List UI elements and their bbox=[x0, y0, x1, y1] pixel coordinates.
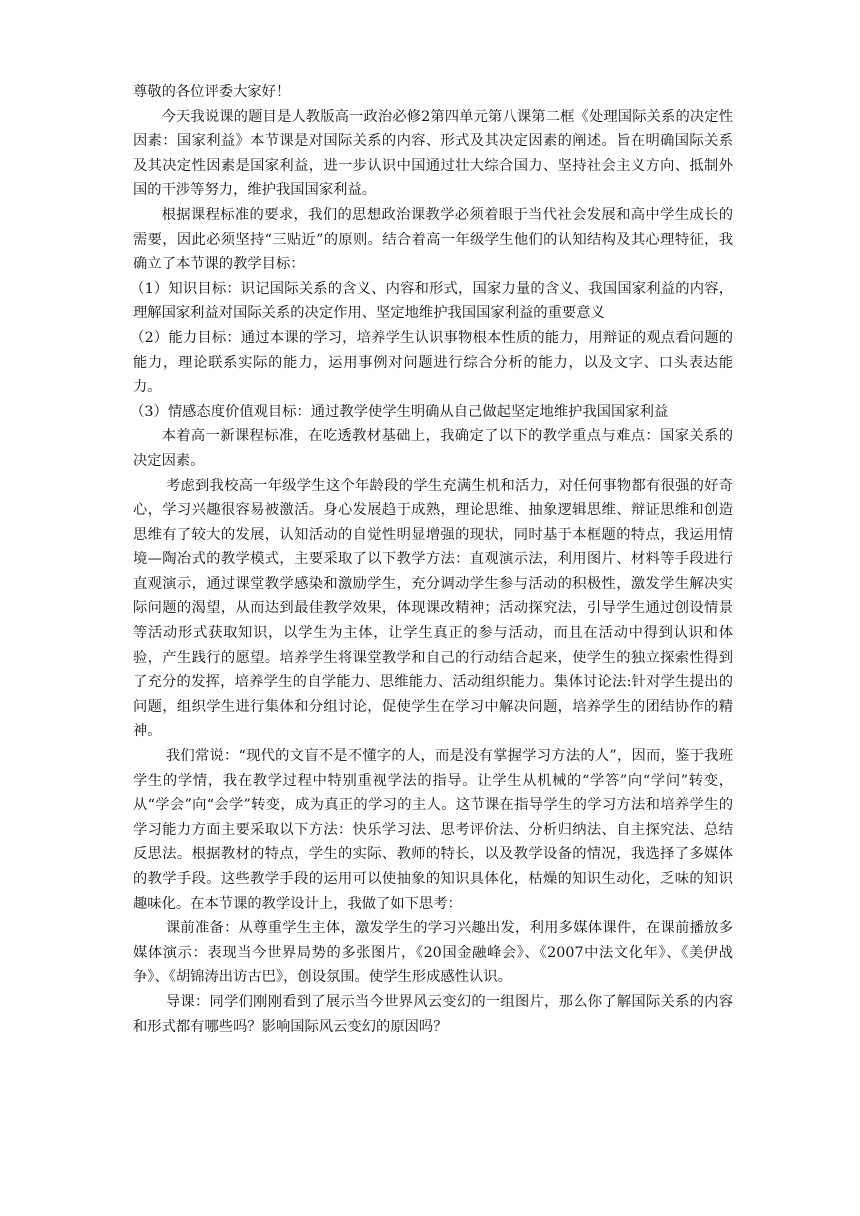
emotion-goal: （3）情感态度价值观目标：通过教学使学生明确从自己做起坚定地维护我国国家利益 bbox=[130, 403, 669, 420]
learning-methods-paragraph: 我们常说：“现代的文盲不是不懂字的人，而是没有掌握学习方法的人”，因而，鉴于我班学生的学情，我在教学过程中特别重视学法的指导。让学生从机械的“学答”向“学问”转变，从“学会”向“会学”转变，成为真正的学习的主人。这节课在指导学生的学习方法和培养学生的学习能力方面主要采取以下方法：快乐学习法、思考评价法、分析归纳法、自主探究法、总结反思法。根据教材的特点，学生的实际、教师的特长，以及教学设备的情况，我选择了多媒体的教学手段。这些教学手段的运用可以使抽象的知识具体化，枯燥的知识生动化，乏味的知识趣味化。在本节课的教学设计上，我做了如下思考： bbox=[133, 748, 733, 912]
ability-goal: （2）能力目标：通过本课的学习，培养学生认识事物根本性质的能力，用辩证的观点看问题的能力，理论联系实际的能力，运用事例对问题进行综合分析的能力，以及文字、口头表达能力。 bbox=[130, 329, 733, 396]
preparation-paragraph: 课前准备：从尊重学生主体，激发学生的学习兴趣出发，利用多媒体课件，在课前播放多媒体演示：表现当今世界局势的多张图片，《20国金融峰会》、《2007中法文化年》、《美伊战争》、《胡锦涛出访古巴》，创设氛围。使学生形成感性认识。 bbox=[133, 920, 733, 986]
intro-paragraph: 今天我说课的题目是人教版高一政治必修2第四单元第八课第二框《处理国际关系的决定性因素：国家利益》本节课是对国际关系的内容、形式及其决定因素的阐述。旨在明确国际关系及其决定性因素是国家利益，进一步认识中国通过壮大综合国力、坚持社会主义方向、抵制外国的干涉等努力，维护我国国家利益。 bbox=[133, 108, 733, 199]
key-points-paragraph: 本着高一新课程标准，在吃透教材基础上，我确定了以下的教学重点与难点：国家关系的决定因素。 bbox=[133, 428, 733, 469]
lead-in-paragraph: 导课：同学们刚刚看到了展示当今世界风云变幻的一组图片，那么你了解国际关系的内容和形式都有哪些吗？影响国际风云变幻的原因吗？ bbox=[133, 993, 733, 1035]
greeting: 尊敬的各位评委大家好！ bbox=[133, 84, 291, 100]
curriculum-paragraph: 根据课程标准的要求，我们的思想政治课教学必须着眼于当代社会发展和高中学生成长的需要，因此必须坚持“三贴近”的原则。结合着高一年级学生他们的认知结构及其心理特征，我确立了本节课的教学目标： bbox=[133, 206, 733, 273]
knowledge-goal: （1）知识目标：识记国际关系的含义、内容和形式，国家力量的含义、我国国家利益的内容，理解国家利益对国际关系的决定作用、坚定地维护我国国家利益的重要意义 bbox=[130, 280, 733, 322]
document-page bbox=[130, 80, 733, 1039]
teaching-methods-paragraph: 考虑到我校高一年级学生这个年龄段的学生充满生机和活力，对任何事物都有很强的好奇心，学习兴趣很容易被激活。身心发展趋于成熟，理论思维、抽象逻辑思维、辩证思维和创造思维有了较大的发展，认知活动的自觉性明显增强的现状，同时基于本框题的特点，我运用情境—陶冶式的教学模式，主要采取了以下教学方法：直观演示法，利用图片、材料等手段进行直观演示，通过课堂教学感染和激励学生，充分调动学生参与活动的积极性，激发学生解决实际问题的渴望，从而达到最佳教学效果，体现课改精神；活动探究法，引导学生通过创设情景等活动形式获取知识，以学生为主体，让学生真正的参与活动，而且在活动中得到认识和体验，产生践行的愿望。培养学生将课堂教学和自己的行动结合起来，使学生的独立探索性得到了充分的发挥，培养学生的自学能力、思维能力、活动组织能力。集体讨论法:针对学生提出的问题，组织学生进行集体和分组讨论，促使学生在学习中解决问题，培养学生的团结协作的精神。 bbox=[133, 477, 733, 740]
